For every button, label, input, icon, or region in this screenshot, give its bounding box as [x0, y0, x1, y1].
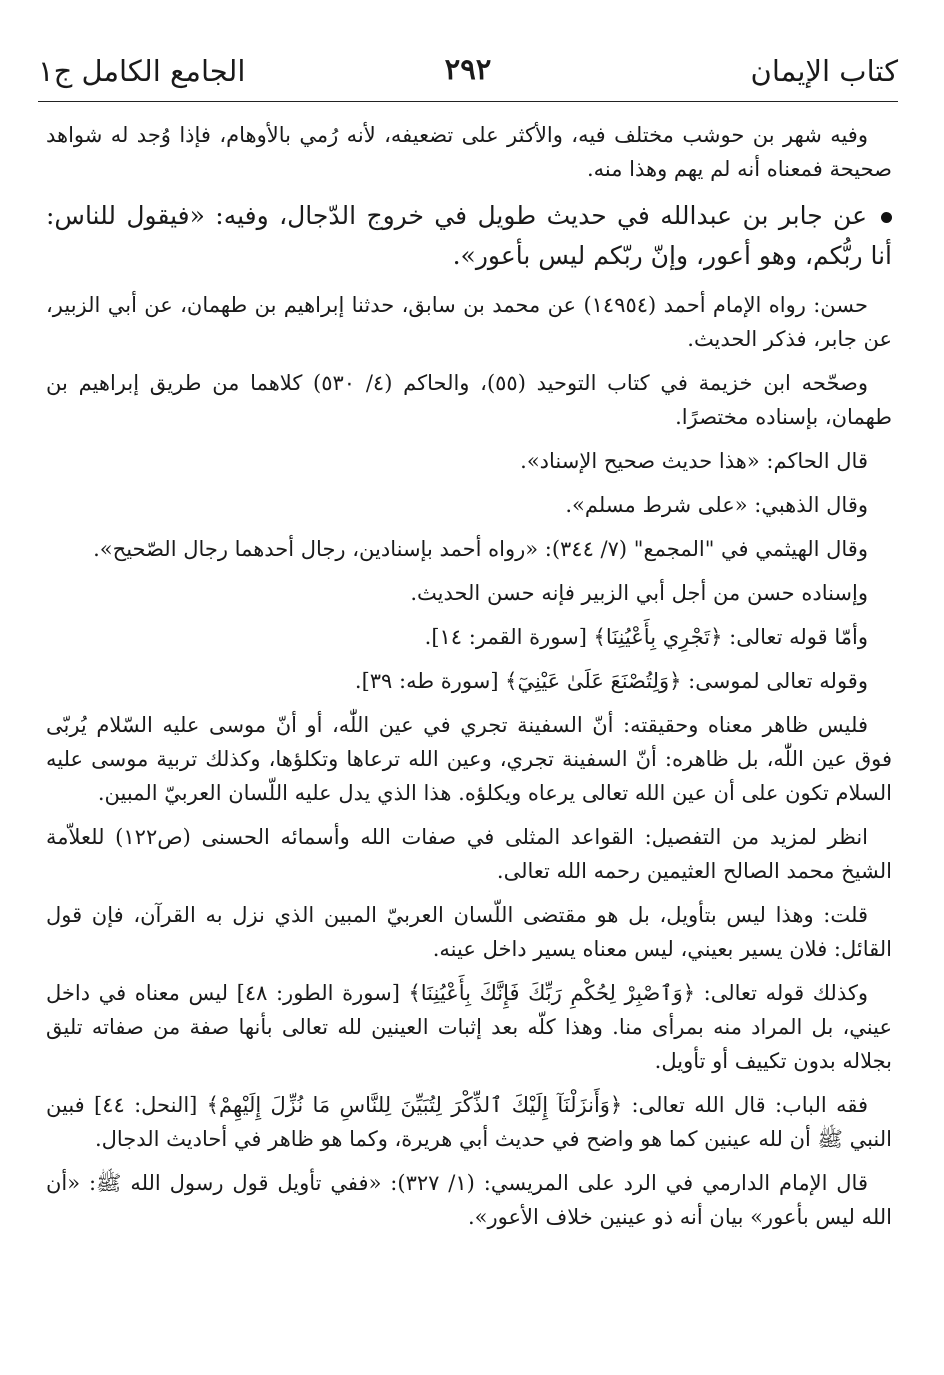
bullet-icon	[881, 212, 892, 223]
paragraph: حسن: رواه الإمام أحمد (١٤٩٥٤) عن محمد بن سابق، حدثنا إبراهيم بن طهمان، عن أبي الزبير، عن جابر، فذكر الحديث.	[46, 293, 892, 351]
paragraph: وإسناده حسن من أجل أبي الزبير فإنه حسن الحديث.	[410, 581, 868, 605]
paragraph: وفيه شهر بن حوشب مختلف فيه، والأكثر على تضعيفه، لأنه رُمي بالأوهام، فإذا وُجد له شواهد صحيحة فمعناه أنه لم يهم وهذا منه.	[46, 123, 892, 181]
page-body	[46, 118, 892, 1244]
volume-title: الجامع الكامل ج١	[38, 54, 246, 88]
paragraph: قال الإمام الدارمي في الرد على المريسي: (١/ ٣٢٧): «ففي تأويل قول رسول الله ﷺ: «أن الله ليس بأعور» بيان أنه ذو عينين خلاف الأعور».	[46, 1171, 892, 1229]
header-divider	[38, 101, 898, 102]
hadith-text: عن جابر بن عبدالله في حديث طويل في خروج الدّجال، وفيه: «فيقول للناس: أنا ربُّكم، وهو أعور، وإنّ ربّكم ليس بأعور».	[46, 201, 892, 270]
hadith-paragraph	[46, 196, 892, 276]
book-title: كتاب الإيمان	[750, 54, 898, 88]
paragraph: وأمّا قوله تعالى: ﴿تَجْرِي بِأَعْيُنِنَا﴾ [سورة القمر: ١٤].	[424, 625, 868, 649]
paragraph: وقال الذهبي: «على شرط مسلم».	[565, 493, 868, 517]
paragraph: فقه الباب: قال الله تعالى: ﴿وَأَنزَلْنَآ إِلَيْكَ ٱلذِّكْرَ لِتُبَيِّنَ لِلنَّاسِ مَا نُزِّلَ إِلَيْهِمْ﴾ [النحل: ٤٤] فبين النبي ﷺ أن لله عينين كما هو واضح في حديث أبي هريرة، وكما هو ظاهر في أحاديث الدجال.	[46, 1093, 892, 1151]
paragraph: وصحّحه ابن خزيمة في كتاب التوحيد (٥٥)، والحاكم (٤/ ٥٣٠) كلاهما من طريق إبراهيم بن طهمان، بإسناده مختصرًا.	[46, 371, 892, 429]
paragraph: انظر لمزيد من التفصيل: القواعد المثلى في صفات الله وأسمائه الحسنى (ص١٢٢) للعلاّمة الشيخ محمد الصالح العثيمين رحمه الله تعالى.	[46, 825, 892, 883]
paragraph: قلت: وهذا ليس بتأويل، بل هو مقتضى اللّسان العربيّ المبين الذي نزل به القرآن، فإن قول القائل: فلان يسير بعيني، ليس معناه يسير داخل عينه.	[46, 903, 892, 961]
paragraph: فليس ظاهر معناه وحقيقته: أنّ السفينة تجري في عين اللّٰه، أو أنّ موسى عليه السّلام يُربّى فوق عين اللّٰه، بل ظاهره: أنّ السفينة تجري، وعين الله ترعاها وتكلؤها، وكذلك تربية موسى عليه السلام تكون على أن عين الله تعالى يرعاه ويكلؤه. هذا الذي يدل عليه اللّسان العربيّ المبين.	[46, 713, 892, 805]
paragraph: وكذلك قوله تعالى: ﴿وَٱصْبِرْ لِحُكْمِ رَبِّكَ فَإِنَّكَ بِأَعْيُنِنَا﴾ [سورة الطور: ٤٨] ليس معناه في داخل عيني، بل المراد منه بمرأى منا. وهذا كلّه بعد إثبات العينين لله تعالى بأنها صفة من صفاته تليق بجلاله بدون تكييف أو تأويل.	[46, 981, 892, 1073]
page-header	[38, 48, 898, 100]
paragraph: قال الحاكم: «هذا حديث صحيح الإسناد».	[520, 449, 868, 473]
paragraph: وقوله تعالى لموسى: ﴿وَلِتُصْنَعَ عَلَىٰ عَيْنِيٓ﴾ [سورة طه: ٣٩].	[354, 669, 868, 693]
paragraph: وقال الهيثمي في "المجمع" (٧/ ٣٤٤): «رواه أحمد بإسنادين، رجال أحدهما رجال الصّحيح».	[93, 537, 868, 561]
page-number: ٢٩٢	[444, 52, 492, 86]
